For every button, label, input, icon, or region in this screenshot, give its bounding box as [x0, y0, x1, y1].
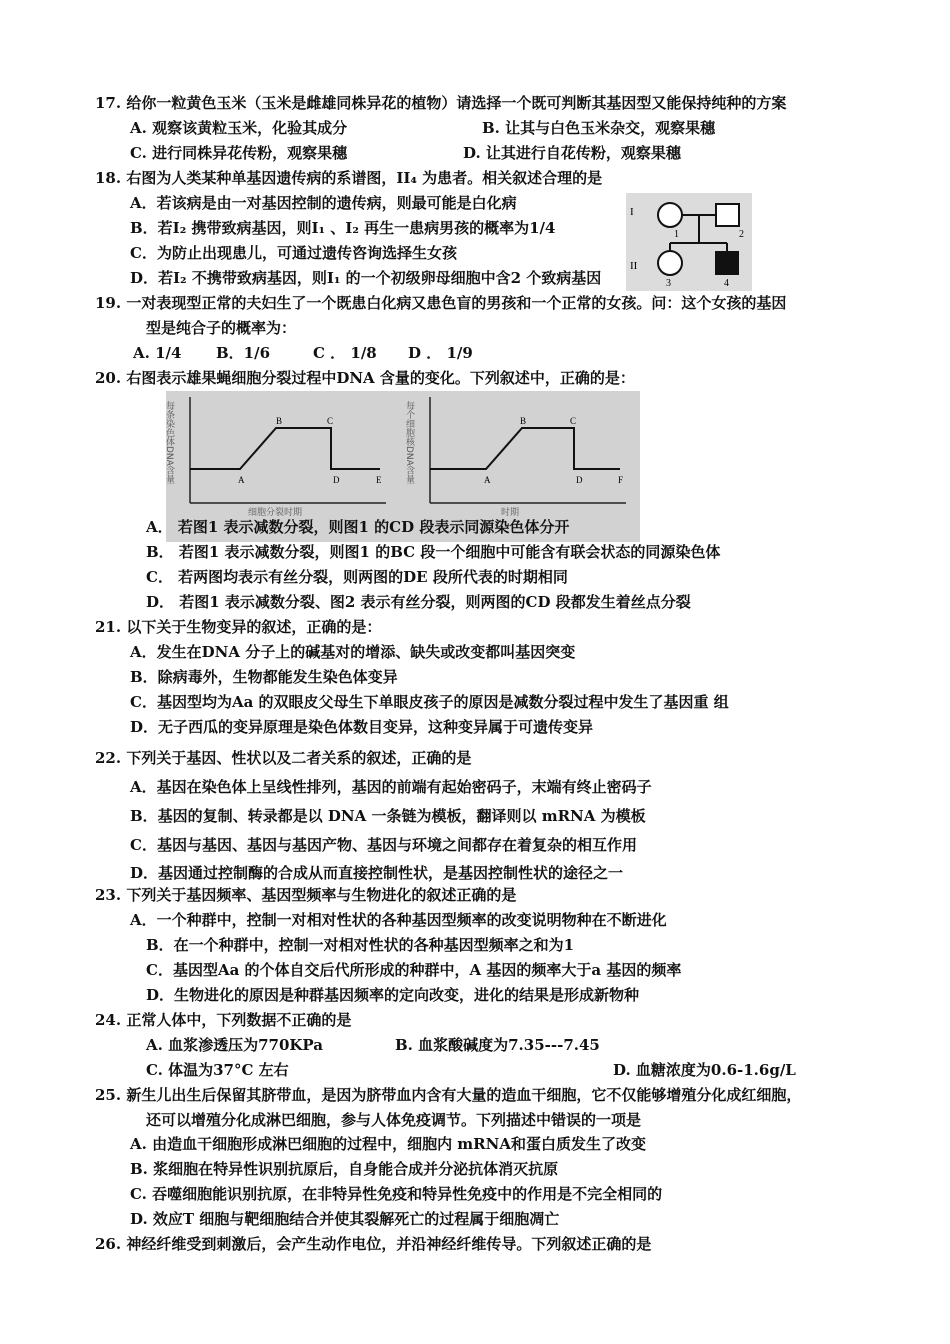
- q17-option-d: D. 让其进行自花传粉，观察果穗: [463, 144, 681, 162]
- q18-option-d: D．若I₂ 不携带致病基因，则I₁ 的一个初级卵母细胞中含2 个致病基因: [130, 269, 602, 287]
- q20-option-a: A． 若图1 表示减数分裂，则图1 的CD 段表示同源染色体分开: [146, 518, 570, 536]
- pedigree-chart: [626, 193, 752, 291]
- q21-option-a: A．发生在DNA 分子上的碱基对的增添、缺失或改变都叫基因突变: [130, 643, 576, 661]
- q25-option-b: B. 浆细胞在特异性识别抗原后，自身能合成并分泌抗体消灭抗原: [130, 1160, 559, 1178]
- question-23-stem: 23. 下列关于基因频率、基因型频率与生物进化的叙述正确的是: [95, 886, 517, 904]
- q17-option-a: A. 观察该黄粒玉米，化验其成分: [130, 119, 348, 137]
- pedigree-female-ii3: [658, 251, 682, 275]
- q22-option-d: D．基因通过控制酶的合成从而直接控制性状，是基因控制性状的途径之一: [130, 864, 624, 882]
- q23-option-d: D．生物进化的原因是种群基因频率的定向改变，进化的结果是形成新物种: [146, 986, 640, 1004]
- q21-option-b: B．除病毒外，生物都能发生染色体变异: [130, 668, 398, 686]
- graph-2-point-f: F: [618, 475, 624, 485]
- q20-option-b: B． 若图1 表示减数分裂，则图1 的BC 段一个细胞中可能含有联会状态的同源染色体: [146, 543, 721, 561]
- graph-1-point-c: C: [327, 416, 334, 426]
- graph-1: [164, 397, 386, 518]
- pedigree-female-i1: [658, 203, 682, 227]
- question-18-stem: 18. 右图为人类某种单基因遗传病的系谱图，II₄ 为患者。相关叙述合理的是: [95, 169, 603, 187]
- q20-option-d: D． 若图1 表示减数分裂、图2 表示有丝分裂，则两图的CD 段都发生着丝点分裂: [146, 593, 691, 611]
- question-21-stem: 21. 以下关于生物变异的叙述，正确的是：: [95, 618, 382, 636]
- q23-option-b: B．在一个种群中，控制一对相对性状的各种基因型频率之和为1: [146, 936, 575, 954]
- q24-option-d: D. 血糖浓度为0.6-1.6g/L: [613, 1061, 796, 1079]
- q19-option-a: A. 1/4: [133, 344, 182, 362]
- graph-2-point-b: B: [520, 416, 527, 426]
- pedigree-num-2: 2: [739, 229, 744, 240]
- graph-2-ylabel: 每个细胞核DNA含量: [404, 401, 414, 484]
- q24-option-c: C. 体温为37°C 左右: [146, 1061, 289, 1079]
- q22-option-a: A．基因在染色体上呈线性排列，基因的前端有起始密码子，末端有终止密码子: [130, 778, 652, 796]
- q24-option-a: A. 血浆渗透压为770KPa: [146, 1036, 324, 1054]
- graph-2-point-a: A: [484, 475, 491, 485]
- graph-1-point-d: D: [333, 475, 340, 485]
- q18-option-b: B．若I₂ 携带致病基因，则I₁ 、I₂ 再生一患病男孩的概率为1/4: [130, 219, 556, 237]
- q20-option-c: C． 若两图均表示有丝分裂，则两图的DE 段所代表的时期相同: [146, 568, 568, 586]
- q18-option-c: C．为防止出现患儿，可通过遗传咨询选择生女孩: [130, 244, 457, 262]
- question-22-stem: 22. 下列关于基因、性状以及二者关系的叙述，正确的是: [95, 749, 472, 767]
- q22-option-b: B．基因的复制、转录都是以 DNA 一条链为模板，翻译则以 mRNA 为模板: [130, 807, 646, 825]
- q25-option-c: C. 吞噬细胞能识别抗原，在非特异性免疫和特异性免疫中的作用是不完全相同的: [130, 1185, 663, 1203]
- q23-option-a: A．一个种群中，控制一对相对性状的各种基因型频率的改变说明物种在不断进化: [130, 911, 667, 929]
- q19-option-b: B．1/6: [216, 344, 271, 362]
- question-24-stem: 24. 正常人体中，下列数据不正确的是: [95, 1011, 352, 1029]
- question-19-stem-cont: 型是纯合子的概率为：: [146, 319, 297, 337]
- q21-option-d: D．无子西瓜的变异原理是染色体数目变异，这种变异属于可遗传变异: [130, 718, 594, 736]
- q25-option-a: A. 由造血干细胞形成淋巴细胞的过程中，细胞内 mRNA和蛋白质发生了改变: [130, 1135, 646, 1153]
- q17-option-b: B. 让其与白色玉米杂交，观察果穗: [482, 119, 716, 137]
- q18-option-a: A．若该病是由一对基因控制的遗传病，则最可能是白化病: [130, 194, 517, 212]
- question-20-stem: 20. 右图表示雄果蝇细胞分裂过程中DNA 含量的变化。下列叙述中，正确的是：: [95, 369, 635, 387]
- graph-1-ylabel: 每条染色体DNA含量: [164, 401, 174, 484]
- question-25-stem: 25. 新生儿出生后保留其脐带血，是因为脐带血内含有大量的造血干细胞，它不仅能够增殖分化成红细胞，: [95, 1086, 802, 1104]
- graph-2-point-d: D: [576, 475, 583, 485]
- q25-option-d: D. 效应T 细胞与靶细胞结合并使其裂解死亡的过程属于细胞凋亡: [130, 1210, 560, 1228]
- pedigree-male-i2: [716, 204, 739, 226]
- pedigree-num-4: 4: [724, 278, 729, 289]
- q17-option-c: C. 进行同株异花传粉，观察果穗: [130, 144, 348, 162]
- q23-option-c: C．基因型Aa 的个体自交后代所形成的种群中，A 基因的频率大于a 基因的频率: [146, 961, 682, 979]
- q22-option-c: C．基因与基因、基因与基因产物、基因与环境之间都存在着复杂的相互作用: [130, 836, 637, 854]
- graph-2: [404, 397, 626, 518]
- graph-2-point-c: C: [570, 416, 577, 426]
- question-19-stem: 19. 一对表现型正常的夫妇生了一个既患白化病又患色盲的男孩和一个正常的女孩。问：这个女孩的基因: [95, 294, 787, 312]
- q24-option-b: B. 血浆酸碱度为7.35---7.45: [395, 1036, 600, 1054]
- pedigree-num-1: 1: [674, 229, 679, 240]
- pedigree-affected-male-ii4: [716, 252, 738, 274]
- q19-option-c: C ． 1/8: [313, 344, 377, 362]
- q19-option-d: D ． 1/9: [408, 344, 473, 362]
- graph-1-point-e: E: [376, 475, 382, 485]
- q21-option-c: C．基因型均为Aa 的双眼皮父母生下单眼皮孩子的原因是减数分裂过程中发生了基因重 组: [130, 693, 729, 711]
- question-25-stem-cont: 还可以增殖分化成淋巴细胞，参与人体免疫调节。下列描述中错误的一项是: [146, 1111, 642, 1129]
- pedigree-gen-1-label: I: [630, 206, 634, 218]
- graph-1-point-a: A: [238, 475, 245, 485]
- question-17-stem: 17. 给你一粒黄色玉米（玉米是雌雄同株异花的植物）请选择一个既可判断其基因型又能保持纯种的方案: [95, 94, 787, 112]
- pedigree-gen-2-label: II: [630, 260, 638, 272]
- graph-1-xlabel: 细胞分裂时期: [248, 508, 303, 518]
- graph-1-point-b: B: [276, 416, 283, 426]
- pedigree-num-3: 3: [666, 278, 671, 289]
- question-26-stem: 26. 神经纤维受到刺激后，会产生动作电位，并沿神经纤维传导。下列叙述正确的是: [95, 1235, 652, 1253]
- graph-2-xlabel: 时期: [501, 508, 520, 518]
